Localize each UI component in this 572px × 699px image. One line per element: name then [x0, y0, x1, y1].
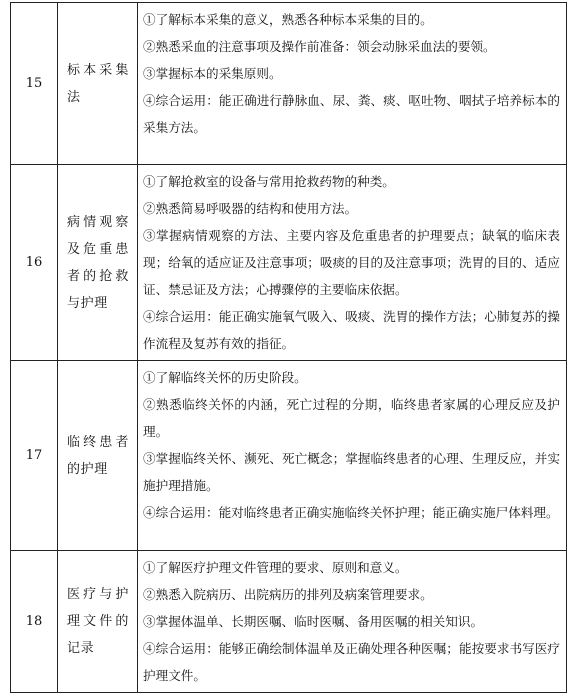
description-item: ②熟悉简易呼吸器的结构和使用方法。	[143, 201, 358, 216]
description-item: ④综合运用：能正确进行静脉血、尿、粪、痰、呕吐物、咽拭子培养标本的采集方法。	[143, 93, 560, 135]
description-item: ③掌握临终关怀、濒死、死亡概念；掌握临终患者的心理、生理反应，并实施护理措施。	[143, 451, 560, 493]
description-item: ②熟悉临终关怀的内涵，死亡过程的分期，临终患者家属的心理反应及护理。	[143, 397, 560, 439]
row-number: 16	[11, 165, 58, 361]
description-item: ②熟悉入院病历、出院病历的排列及病案管理要求。	[143, 587, 433, 602]
description-item: ③掌握体温单、长期医嘱、临时医嘱、备用医嘱的相关知识。	[143, 614, 484, 629]
table-row	[11, 3, 567, 165]
row-number: 15	[11, 3, 58, 165]
row-description	[138, 165, 567, 361]
table-row	[11, 551, 567, 693]
description-item: ①了解抢救室的设备与常用抢救药物的种类。	[143, 174, 395, 189]
description-item: ④综合运用：能对临终患者正确实施临终关怀护理；能正确实施尸体料理。	[143, 505, 559, 520]
table-row	[11, 165, 567, 361]
description-item: ①了解标本采集的意义，熟悉各种标本采集的目的。	[143, 12, 433, 27]
row-title: 医疗与护理文件的记录	[58, 551, 138, 693]
description-item: ③掌握标本的采集原则。	[143, 66, 282, 81]
description-item: ①了解临终关怀的历史阶段。	[143, 370, 307, 385]
row-title: 病情观察及危重患者的抢救与护理	[58, 165, 138, 361]
description-item: ①了解医疗护理文件管理的要求、原则和意义。	[143, 560, 408, 575]
table-row	[11, 361, 567, 551]
description-item: ④综合运用：能正确实施氧气吸入、吸痰、洗胃的操作方法；心肺复苏的操作流程及复苏有效的指征。	[143, 309, 560, 351]
row-number: 18	[11, 551, 58, 693]
row-title: 标本采集法	[58, 3, 138, 165]
row-description	[138, 551, 567, 693]
description-item: ④综合运用：能够正确绘制体温单及正确处理各种医嘱；能按要求书写医疗护理文件。	[143, 641, 560, 683]
row-description	[138, 361, 567, 551]
row-number: 17	[11, 361, 58, 551]
row-title: 临终患者的护理	[58, 361, 138, 551]
description-item: ②熟悉采血的注意事项及操作前准备：领会动脉采血法的要领。	[143, 39, 496, 54]
curriculum-table	[10, 2, 567, 693]
row-description	[138, 3, 567, 165]
description-item: ③掌握病情观察的方法、主要内容及危重患者的护理要点；缺氧的临床表现；给氧的适应证及注意事项；吸痰的目的及注意事项；洗胃的目的、适应证、禁忌证及方法；心搏骤停的主要临床依据。	[143, 228, 560, 297]
